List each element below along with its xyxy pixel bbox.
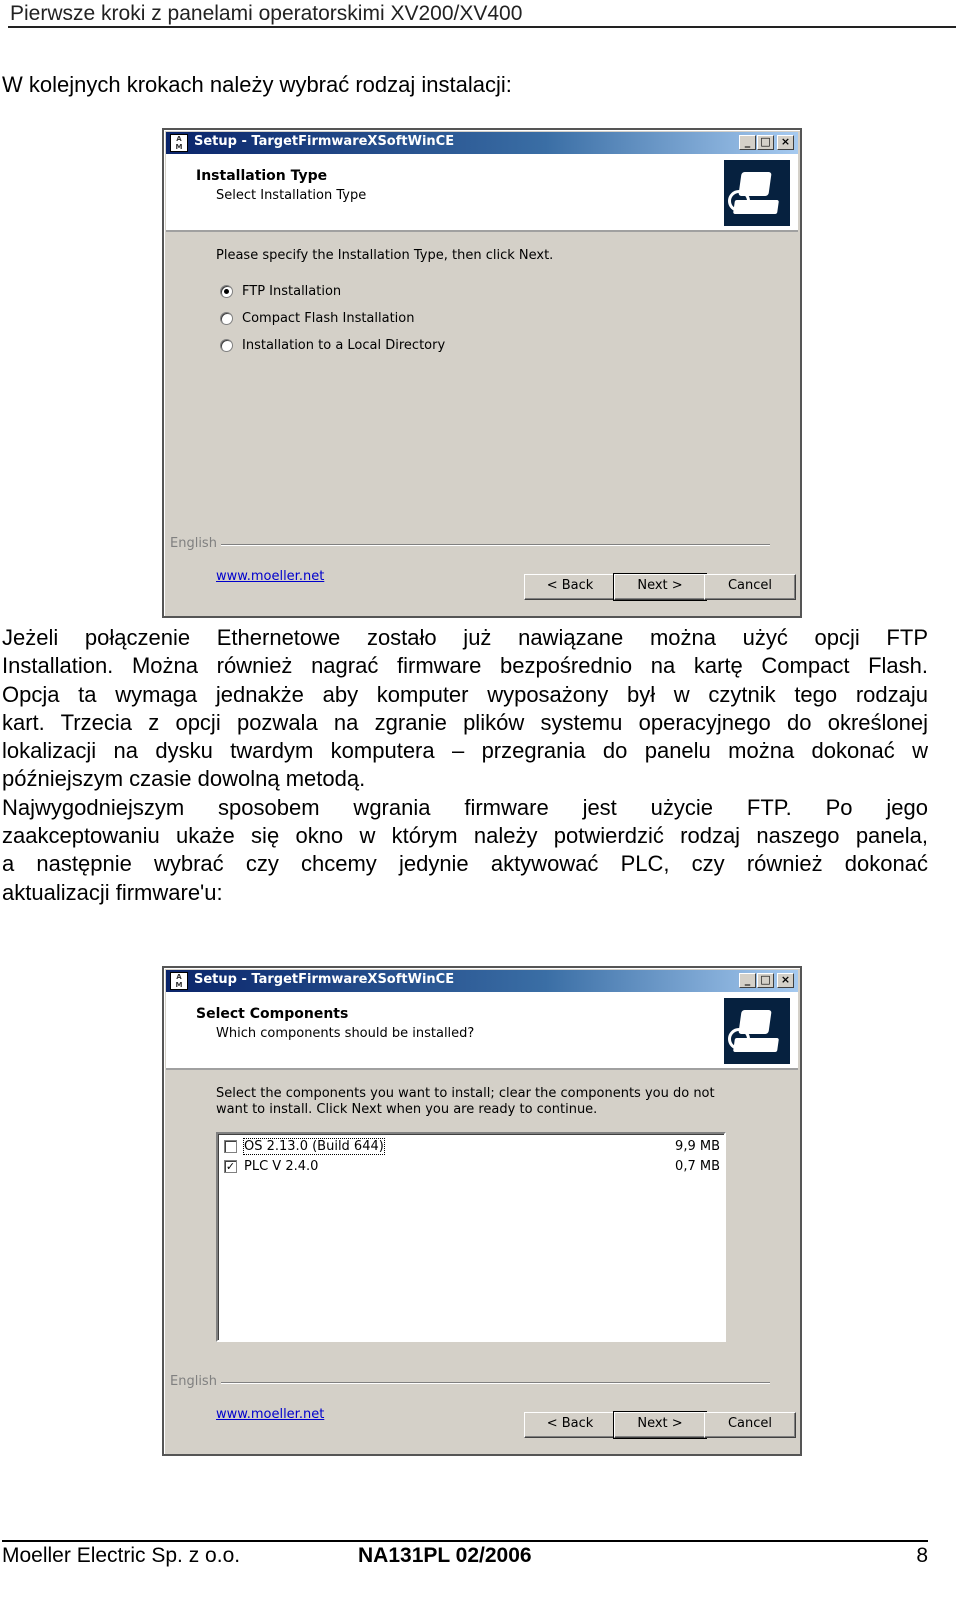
paragraph-line: Opcja ta wymaga jednakże aby komputer wyposażony był w czytnik tego rodzaju: [2, 681, 928, 707]
paragraph-line: późniejszym czasie dowolną metodą.: [2, 766, 366, 792]
footer-company: Moeller Electric Sp. z o.o.: [2, 1544, 241, 1567]
body-paragraph: [2, 624, 928, 907]
moeller-link[interactable]: www.moeller.net: [216, 569, 325, 584]
header-title: Pierwsze kroki z panelami operatorskimi XV200/XV400: [10, 2, 523, 25]
intro-text: W kolejnych krokach należy wybrać rodzaj instalacji:: [2, 72, 512, 97]
page-footer: [2, 1540, 928, 1570]
banner-subtitle: Select Installation Type: [216, 188, 367, 203]
paragraph-line: aktualizacji firmware'u:: [2, 879, 223, 905]
wizard-banner: [166, 992, 798, 1070]
banner-title: Select Components: [196, 1006, 349, 1022]
radio-unchecked-icon[interactable]: [220, 339, 233, 352]
setup-computer-icon: [724, 998, 790, 1064]
dialog-body: [166, 234, 798, 614]
language-label: English: [170, 1374, 221, 1389]
dialog-body: [166, 1072, 798, 1452]
banner-title: Installation Type: [196, 168, 328, 184]
banner-subtitle: Which components should be installed?: [216, 1026, 475, 1041]
close-button[interactable]: ×: [777, 973, 794, 988]
maximize-button[interactable]: □: [757, 973, 774, 988]
wizard-banner: [166, 154, 798, 232]
title-bar[interactable]: [166, 970, 798, 992]
language-divider: [170, 1374, 770, 1390]
app-icon: A M: [170, 134, 188, 152]
radio-unchecked-icon[interactable]: [220, 312, 233, 325]
close-button[interactable]: ×: [777, 135, 794, 150]
setup-dialog-select-components: [162, 966, 802, 1456]
moeller-link[interactable]: www.moeller.net: [216, 1407, 325, 1422]
checkbox-unchecked-icon[interactable]: [224, 1140, 237, 1153]
app-icon: A M: [170, 972, 188, 990]
component-plc[interactable]: ✓ PLC V 2.4.0 0,7 MB: [225, 1159, 720, 1174]
instruction-text: Select the components you want to install; clear the components you do not want to install. Click Next when you are ready to continue.: [216, 1086, 715, 1117]
setup-dialog-installation-type: [162, 128, 802, 618]
paragraph-line: a następnie wybrać czy chcemy jedynie aktywować PLC, czy również dokonać: [2, 851, 928, 877]
component-os[interactable]: OS 2.13.0 (Build 644) 9,9 MB: [222, 1138, 720, 1156]
maximize-button[interactable]: □: [757, 135, 774, 150]
language-divider: [170, 536, 770, 552]
radio-local-directory-installation[interactable]: Installation to a Local Directory: [222, 338, 445, 353]
radio-compact-flash-installation[interactable]: Compact Flash Installation: [222, 311, 415, 326]
paragraph-line: Najwygodniejszym sposobem wgrania firmware jest użycie FTP. Po jego: [2, 794, 928, 820]
title-bar[interactable]: [166, 132, 798, 154]
components-list[interactable]: [216, 1132, 726, 1342]
instruction-text: Please specify the Installation Type, then click Next.: [216, 248, 554, 263]
paragraph-line: Jeżeli połączenie Ethernetowe zostało już nawiązane można użyć opcji FTP: [2, 625, 928, 650]
next-button[interactable]: Next >: [614, 1412, 706, 1438]
radio-checked-icon[interactable]: [220, 285, 233, 298]
back-button[interactable]: < Back: [524, 574, 616, 600]
page-header: [8, 0, 956, 28]
footer-page-number: 8: [916, 1544, 928, 1567]
setup-computer-icon: [724, 160, 790, 226]
back-button[interactable]: < Back: [524, 1412, 616, 1438]
paragraph-line: kart. Trzecia z opcji pozwala na zgranie plików systemu operacyjnego do określonej: [2, 709, 928, 735]
paragraph-line: Installation. Można również nagrać firmware bezpośrednio na kartę Compact Flash.: [2, 653, 928, 679]
window-title: Setup - TargetFirmwareXSoftWinCE: [194, 972, 455, 987]
next-button[interactable]: Next >: [614, 574, 706, 600]
language-label: English: [170, 536, 221, 551]
minimize-button[interactable]: _: [739, 135, 756, 150]
cancel-button[interactable]: Cancel: [704, 1412, 796, 1438]
footer-document-id: NA131PL 02/2006: [358, 1544, 532, 1567]
minimize-button[interactable]: _: [739, 973, 756, 988]
radio-ftp-installation[interactable]: FTP Installation: [222, 284, 341, 299]
window-title: Setup - TargetFirmwareXSoftWinCE: [194, 134, 455, 149]
paragraph-line: lokalizacji na dysku twardym komputera – przegrania do panelu można dokonać w: [2, 738, 928, 764]
checkbox-checked-icon[interactable]: ✓: [225, 1160, 236, 1173]
cancel-button[interactable]: Cancel: [704, 574, 796, 600]
paragraph-line: zaakceptowaniu ukaże się okno w którym należy potwierdzić rodzaj naszego panela,: [2, 823, 928, 849]
